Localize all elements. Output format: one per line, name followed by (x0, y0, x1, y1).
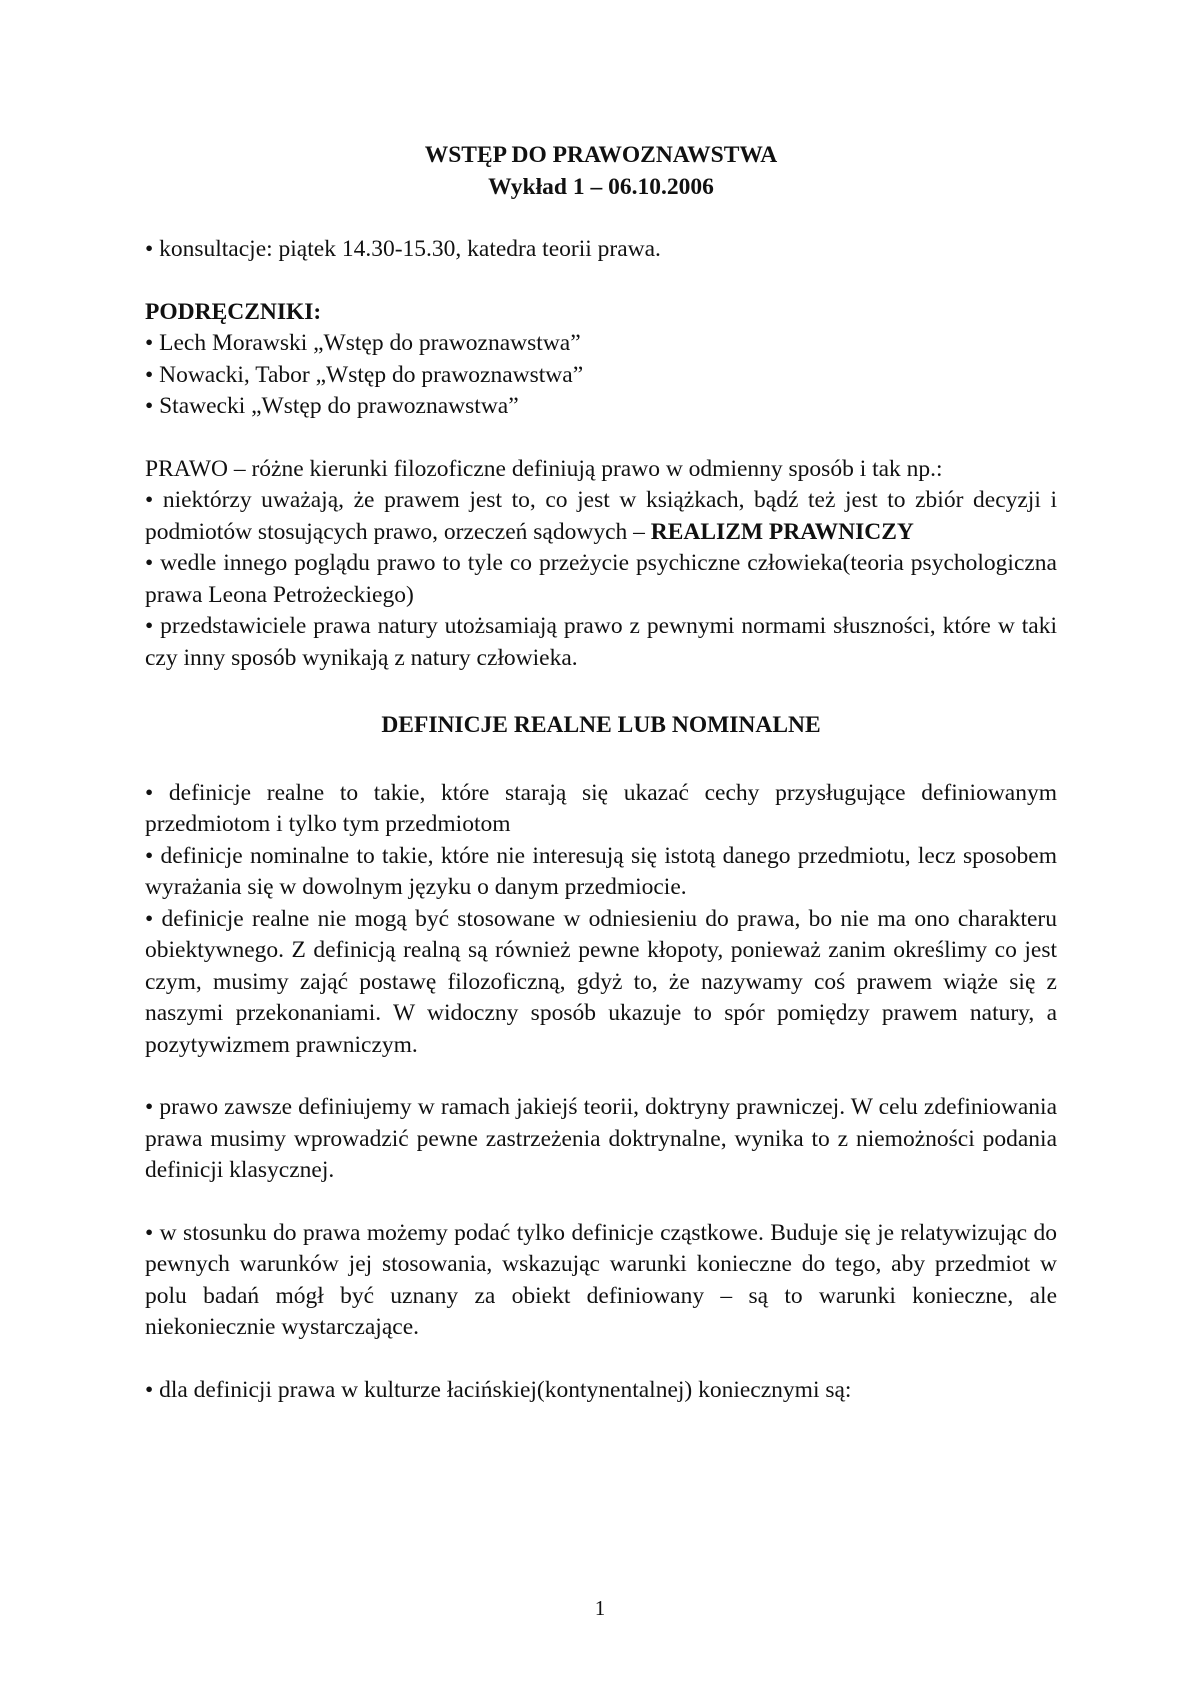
definitions-item: • definicje realne nie mogą być stosowane w odniesieniu do prawa, bo nie ma ono charakteru obiektywnego. Z definicją realną są również pewne kłopoty, ponieważ zanim określimy co jest czym, musimy zająć postawę filozoficzną, gdyż to, że nazywamy coś prawem wiąże się z naszymi przekonaniami. W widoczny sposób ukazuje to spór pomiędzy prawem natury, a pozytywizmem prawniczym. (145, 905, 1057, 1058)
spacer (145, 203, 1057, 234)
prawo-item-natural-law: • przedstawiciele prawa natury utożsamiają prawo z pewnymi normami słuszności, które w taki czy inny sposób wynikają z natury człowieka. (145, 613, 1057, 671)
textbook-item: • Nowacki, Tabor „Wstęp do prawoznawstwa” (145, 361, 584, 388)
page-number: 1 (594, 1596, 606, 1620)
spacer (145, 674, 1057, 710)
prawo-item-realism (145, 485, 1057, 548)
definitions-item: • dla definicji prawa w kulturze łacińskiej(kontynentalnej) koniecznymi są: (145, 1376, 852, 1403)
spacer (145, 266, 1057, 297)
spacer (145, 1344, 1057, 1375)
definitions-item: • prawo zawsze definiujemy w ramach jakiejś teorii, doktryny prawniczej. W celu zdefiniowania prawa musimy wprowadzić pewne zastrzeżenia doktrynalne, wynika to z niemożności podania definicji klasycznej. (145, 1094, 1057, 1183)
textbook-item: • Lech Morawski „Wstęp do prawoznawstwa” (145, 330, 581, 356)
spacer (145, 423, 1057, 454)
spacer (145, 742, 1057, 778)
prawo-item-realism-text: • niektórzy uważają, że prawem jest to, co jest w książkach, bądź też jest to zbiór decyzji i podmiotów stosujących prawo, orzeczeń sądowych – (145, 487, 1057, 545)
definitions-item: • w stosunku do prawa możemy podać tylko definicje cząstkowe. Buduje się je relatywizując do pewnych warunków jej stosowania, wskazując warunki konieczne do tego, aby przedmiot w polu badań mógł być uznany za obiekt definiowany – są to warunki konieczne, ale niekoniecznie wystarczające. (145, 1219, 1057, 1340)
lecture-subtitle: Wykład 1 – 06.10.2006 (488, 173, 714, 200)
definitions-item: • definicje realne to takie, które starają się ukazać cechy przysługujące definiowanym przedmiotom i tylko tym przedmiotom (145, 779, 1057, 837)
prawo-intro: PRAWO – różne kierunki filozoficzne definiują prawo w odmienny sposób i tak np.: (145, 455, 943, 482)
consultation-line: • konsultacje: piątek 14.30-15.30, katedra teorii prawa. (145, 236, 661, 262)
definitions-heading: DEFINICJE REALNE LUB NOMINALNE (381, 712, 821, 738)
realism-term: REALIZM PRAWNICZY (650, 518, 914, 545)
document-title: WSTĘP DO PRAWOZNAWSTWA (424, 142, 778, 168)
textbook-item: • Stawecki „Wstęp do prawoznawstwa” (145, 393, 519, 419)
prawo-item-psychological: • wedle innego poglądu prawo to tyle co przeżycie psychiczne człowieka(teoria psychologiczna prawa Leona Petrożeckiego) (145, 550, 1057, 608)
document-page (145, 140, 1057, 1406)
textbooks-heading: PODRĘCZNIKI: (145, 298, 322, 325)
definitions-item: • definicje nominalne to takie, które nie interesują się istotą danego przedmiotu, lecz sposobem wyrażania się w dowolnym języku o danym przedmiocie. (145, 842, 1057, 900)
spacer (145, 1061, 1057, 1092)
spacer (145, 1187, 1057, 1218)
